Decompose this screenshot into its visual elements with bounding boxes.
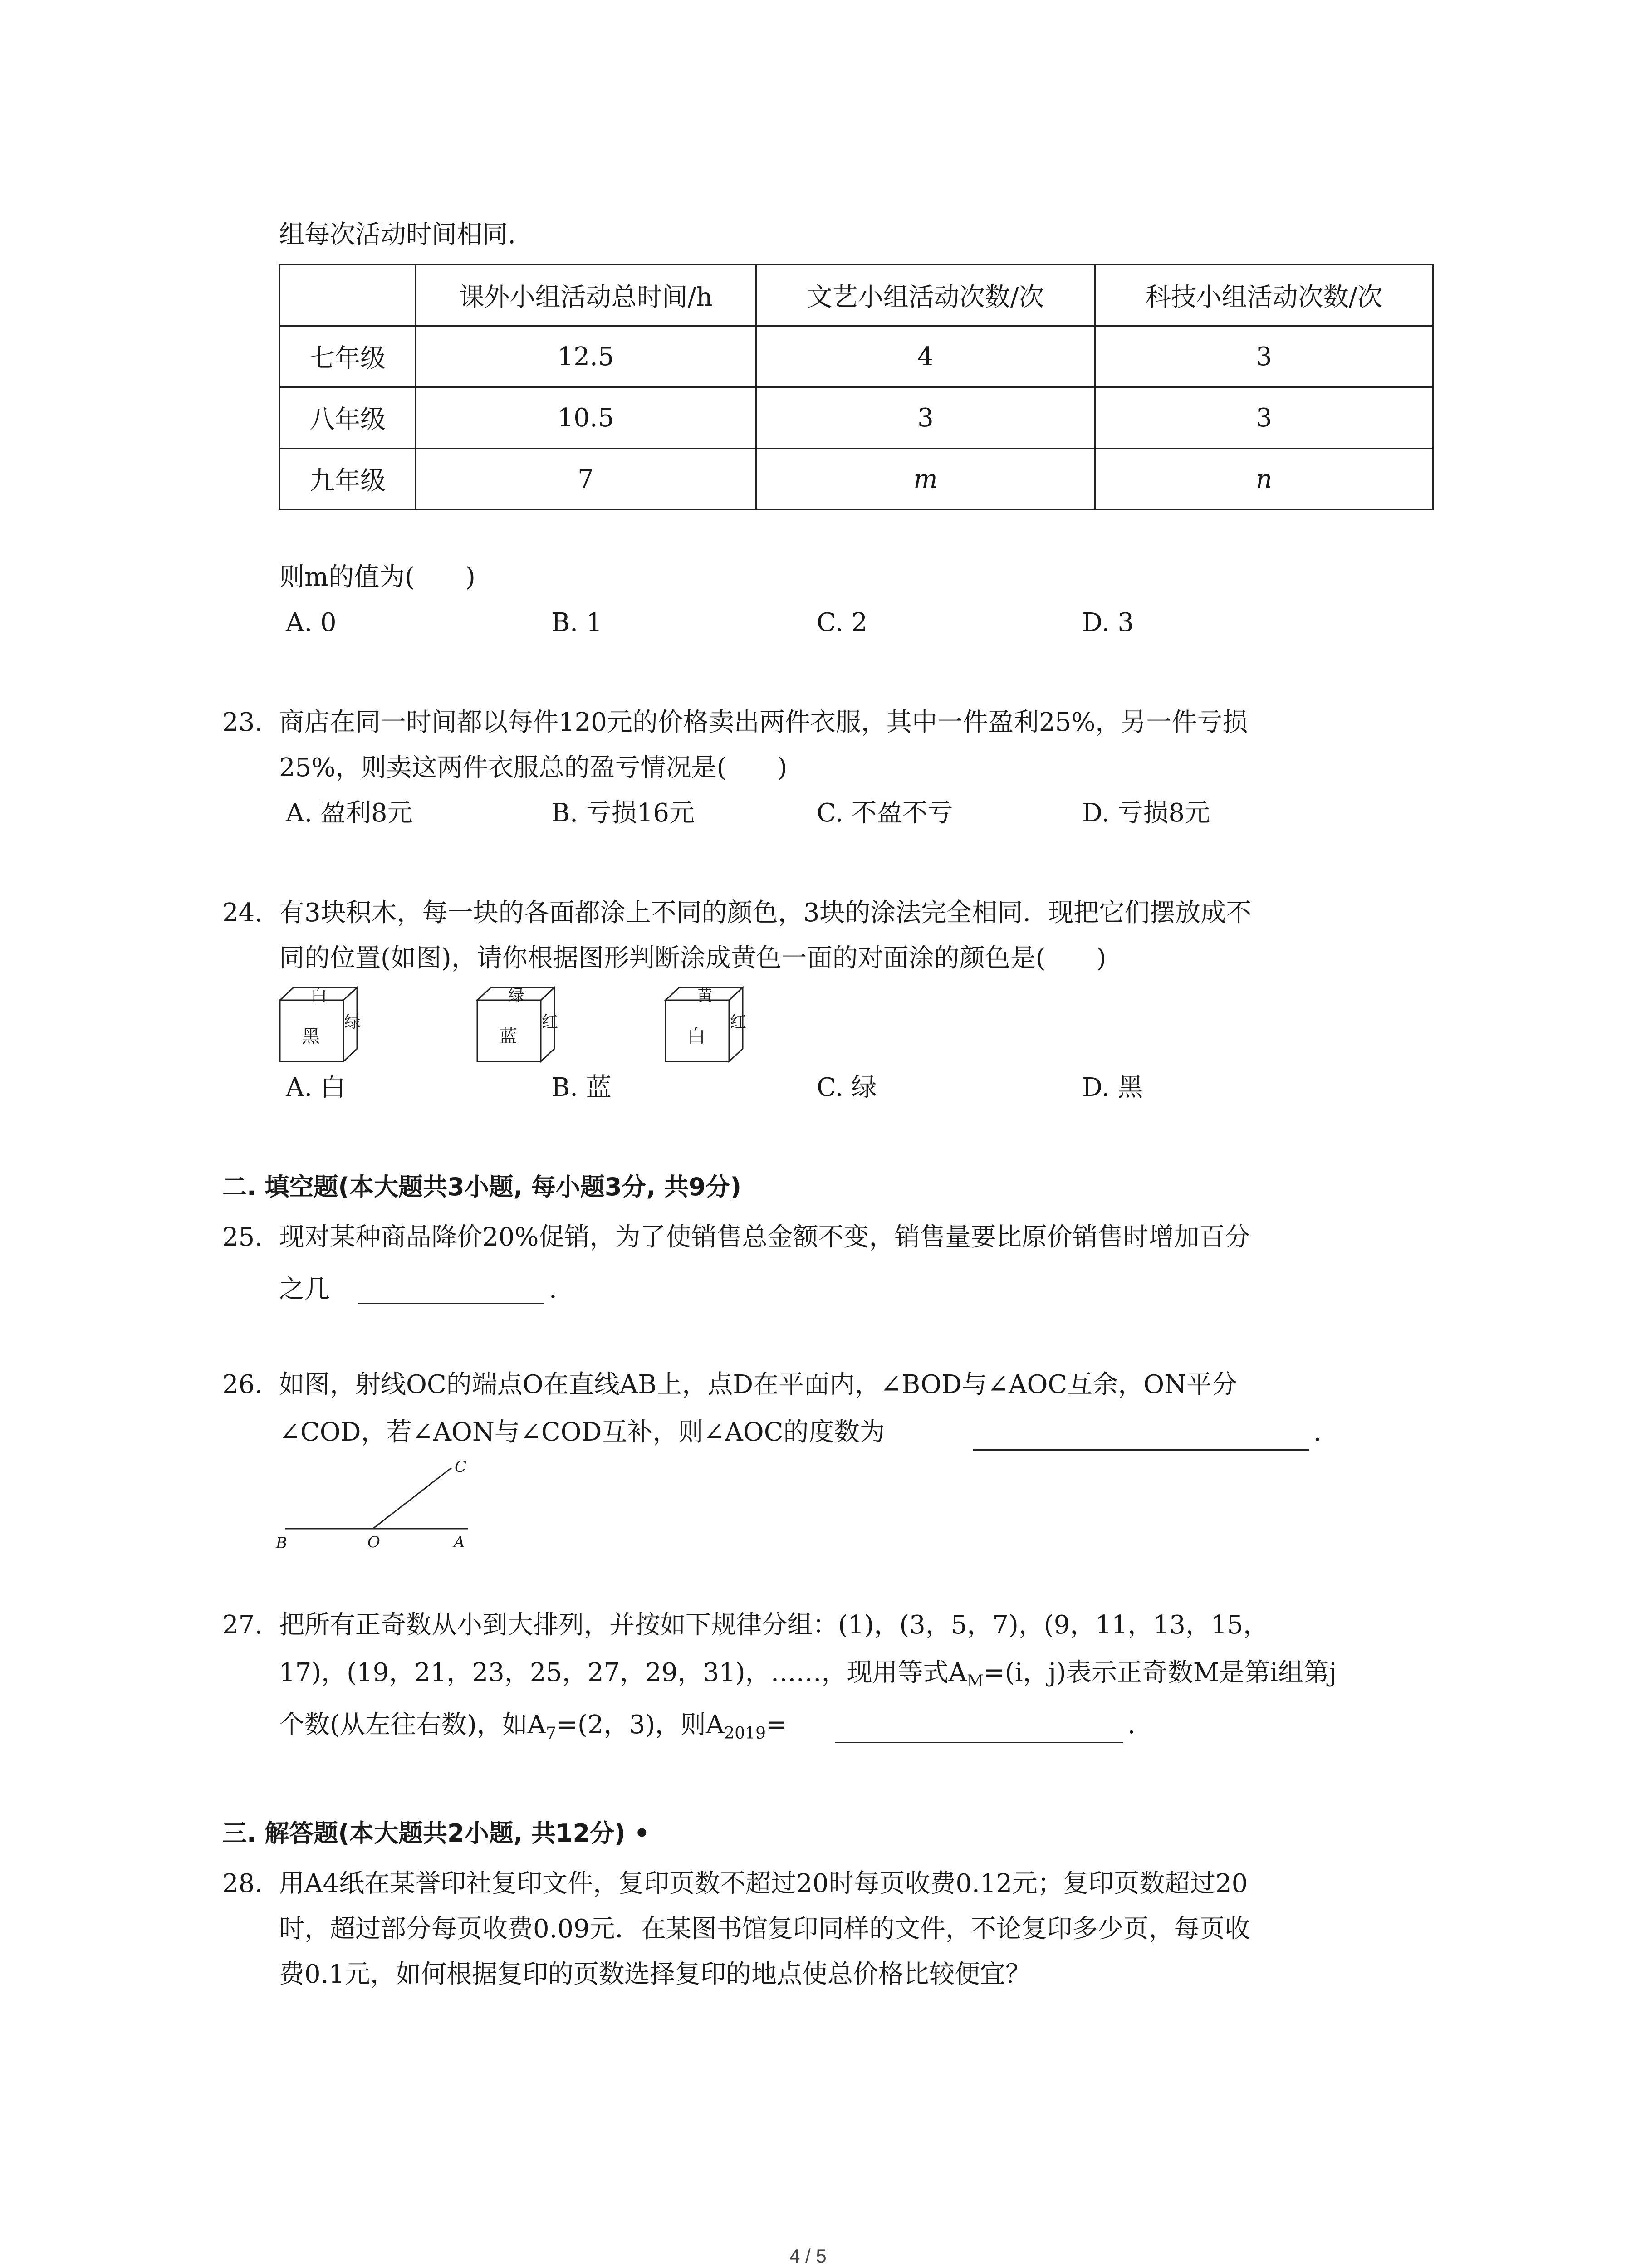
activity-table [279,264,1434,510]
cube-side-label: 绿 [344,1013,361,1031]
q22-stem: 则m的值为( ) [279,562,475,592]
q26-line1: 如图，射线OC的端点O在直线AB上，点D在平面内，∠BOD与∠AOC互余，ON平分 [279,1370,1238,1399]
q27-line2-text: 17)，(19，21，23，25，27，29，31)，……，现用等式A [279,1658,967,1687]
cube-front-label: 黑 [302,1026,320,1047]
table-cell: 3 [756,387,1095,449]
table-cell: 八年级 [280,387,416,449]
q27-line2 [279,1660,1337,1690]
q25-line1: 现对某种商品降价20%促销，为了使销售总金额不变，销售量要比原价销售时增加百分 [279,1222,1250,1252]
q24-option-a: A. 白 [286,1073,346,1102]
table-cell: m [756,449,1095,510]
q23-number: 23. [222,708,263,737]
point-label-c: C [455,1458,467,1476]
q27-line3-sub2: 2019 [724,1724,766,1743]
q27-answer-blank[interactable] [835,1742,1123,1743]
q27-line3-a: 个数(从左往右数)，如A [279,1710,546,1740]
q26-answer-blank[interactable] [973,1449,1309,1451]
q22-option-c: C. 2 [817,608,868,637]
q27-line3-sub1: 7 [546,1724,557,1743]
q25-answer-blank[interactable] [358,1303,544,1304]
table-row [280,387,1433,449]
q28-line1: 用A4纸在某誉印社复印文件，复印页数不超过20时每页收费0.12元；复印页数超过20 [279,1869,1248,1898]
table-header-cell: 文艺小组活动次数/次 [756,265,1095,326]
intro-tail: 组每次活动时间相同. [279,220,516,249]
section-heading-solve: 三. 解答题(本大题共2小题, 共12分) • [222,1819,650,1848]
cube-top-label: 黄 [696,987,713,1005]
q24-option-c: C. 绿 [817,1073,877,1102]
q27-line2-subscript: M [967,1672,984,1691]
table-header-row [280,265,1433,326]
q22-option-b: B. 1 [551,608,603,637]
cube-top-label: 绿 [508,987,525,1005]
q22-option-a: A. 0 [286,608,337,637]
table-cell: 7 [416,449,756,510]
q23-option-c: C. 不盈不亏 [817,798,953,828]
page-number: 4 / 5 [789,2245,827,2267]
q27-line3-b: =(2，3)，则A [556,1710,725,1740]
q23-line1: 商店在同一时间都以每件120元的价格卖出两件衣服，其中一件盈利25%，另一件亏损 [279,708,1248,737]
table-cell: 七年级 [280,326,416,387]
q28-number: 28. [222,1869,263,1898]
cube-figure-1 [279,987,370,1064]
q24-line1: 有3块积木，每一块的各面都涂上不同的颜色，3块的涂法完全相同．现把它们摆放成不 [279,898,1252,928]
q23-option-b: B. 亏损16元 [551,798,695,828]
q24-option-d: D. 黑 [1082,1073,1143,1102]
q24-option-b: B. 蓝 [551,1073,612,1102]
q24-line2: 同的位置(如图)，请你根据图形判断涂成黄色一面的对面涂的颜色是( ) [279,943,1107,973]
table-row [280,326,1433,387]
q22-option-d: D. 3 [1082,608,1134,637]
q27-line3-c: = [766,1710,787,1740]
cube-figure-3 [665,987,755,1064]
table-header-cell [280,265,416,326]
q26-angle-figure [272,1458,481,1560]
point-label-b: B [276,1534,287,1552]
table-cell: 10.5 [416,387,756,449]
table-cell: 九年级 [280,449,416,510]
q25-end: . [549,1275,557,1304]
q24-number: 24. [222,898,263,928]
q23-option-a: A. 盈利8元 [286,798,413,828]
section-heading-fill-in: 二. 填空题(本大题共3小题, 每小题3分, 共9分) [222,1173,742,1201]
q27-line2-rest: =(i，j)表示正奇数M是第i组第j [983,1658,1337,1687]
q26-line2: ∠COD，若∠AON与∠COD互补，则∠AOC的度数为 [279,1418,885,1447]
q27-line3 [279,1712,787,1742]
table-cell: 3 [1095,326,1433,387]
q27-line1: 把所有正奇数从小到大排列，并按如下规律分组：(1)，(3，5，7)，(9，11，13，15， [279,1610,1269,1640]
cube-side-label: 红 [730,1013,747,1031]
table-cell: 12.5 [416,326,756,387]
table-cell: n [1095,449,1433,510]
q23-line2: 25%，则卖这两件衣服总的盈亏情况是( ) [279,753,788,782]
q25-number: 25. [222,1222,263,1252]
q28-line2: 时，超过部分每页收费0.09元．在某图书馆复印同样的文件，不论复印多少页，每页收 [279,1914,1250,1944]
cube-figure-2 [476,987,567,1064]
q25-line2: 之几 [279,1275,330,1304]
q27-number: 27. [222,1610,263,1640]
q26-end: . [1313,1418,1322,1447]
q27-end: . [1127,1710,1136,1740]
q23-option-d: D. 亏损8元 [1082,798,1210,828]
point-label-a: A [454,1533,465,1551]
point-label-o: O [367,1533,380,1551]
table-header-cell: 课外小组活动总时间/h [416,265,756,326]
table-header-cell: 科技小组活动次数/次 [1095,265,1433,326]
cube-front-label: 蓝 [499,1026,517,1047]
cube-front-label: 白 [687,1026,705,1047]
table-cell: 3 [1095,387,1433,449]
cube-top-label: 白 [311,987,328,1005]
q28-line3: 费0.1元，如何根据复印的页数选择复印的地点使总价格比较便宜？ [279,1960,1031,1989]
table-cell: 4 [756,326,1095,387]
table-row [280,449,1433,510]
cube-side-label: 红 [542,1013,558,1031]
q26-number: 26. [222,1370,263,1399]
